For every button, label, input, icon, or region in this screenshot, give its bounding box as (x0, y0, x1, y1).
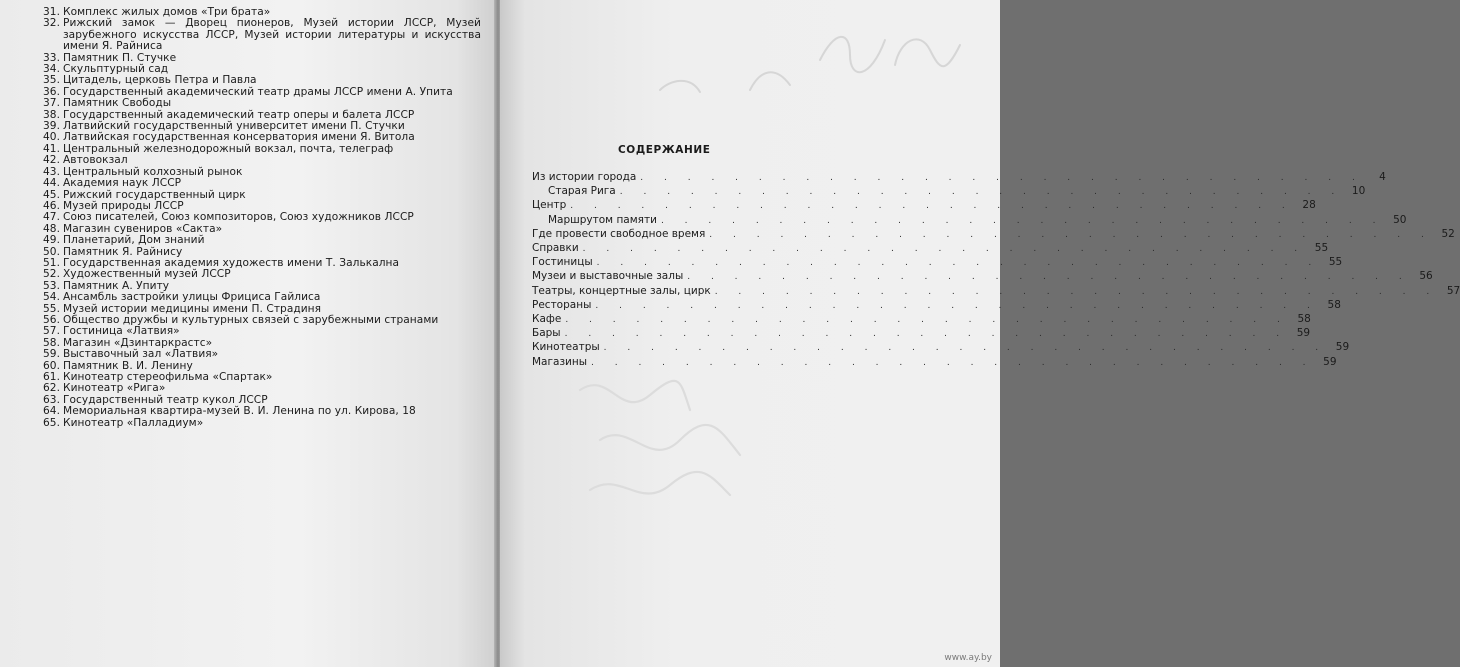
legend-number: 46. (43, 199, 60, 212)
legend-number: 59. (43, 348, 60, 361)
dot-leader: . . . . . . . . . . . . . . . . . . . . . . . . . . . . . . . (603, 343, 1328, 354)
legend-text: Центральный железнодорожный вокзал, почта, телеграф (63, 142, 394, 155)
contents-page-number: 58 (1297, 313, 1311, 326)
legend-number: 53. (43, 279, 60, 292)
contents-row (532, 227, 1455, 242)
legend-item (33, 212, 481, 223)
watermark: www.ay.by (944, 653, 992, 663)
legend-item (33, 349, 481, 360)
legend-text: Комплекс жилых домов «Три брата» (63, 6, 271, 18)
dot-leader: . . . . . . . . . . . . . . . . . . . . . . . . . . . . . . . (660, 215, 1385, 226)
legend-text: Памятник Свободы (63, 97, 172, 110)
contents-page-number: 57 (1446, 284, 1460, 297)
dot-leader: . . . . . . . . . . . . . . . . . . . . . . . . . . . . . . . (596, 258, 1321, 269)
legend-number: 31. (43, 6, 60, 18)
legend-item (33, 406, 481, 417)
legend-text: Мемориальная квартира-музей В. И. Ленина по ул. Кирова, 18 (63, 405, 416, 418)
dot-leader: . . . . . . . . . . . . . . . . . . . . . . . . . . . . . . . (582, 244, 1307, 255)
legend-text: Латвийский государственный университет имени П. Стучки (63, 120, 405, 133)
legend-text: Памятник П. Стучке (63, 51, 177, 64)
contents-label: Театры, концертные залы, цирк (532, 284, 711, 297)
contents-label: Магазины (532, 355, 588, 368)
map-legend-list (33, 7, 481, 429)
contents-row (532, 199, 1316, 213)
legend-item (33, 178, 481, 189)
contents-row (532, 341, 1350, 355)
legend-number: 52. (43, 268, 60, 281)
dot-leader: . . . . . . . . . . . . . . . . . . . . . . . . . . . . . . . (564, 329, 1289, 340)
legend-item (33, 235, 481, 246)
legend-number: 65. (43, 416, 60, 429)
legend-number: 60. (43, 359, 60, 372)
legend-item (33, 418, 481, 429)
legend-text: Центральный колхозный рынок (63, 165, 243, 178)
contents-row (532, 270, 1433, 284)
contents-row (532, 313, 1311, 327)
legend-text: Магазин сувениров «Сакта» (63, 222, 223, 235)
legend-text: Автовокзал (63, 154, 128, 167)
legend-text: Выставочный зал «Латвия» (63, 348, 219, 361)
legend-number: 62. (43, 382, 60, 395)
legend-text: Планетарий, Дом знаний (63, 234, 205, 247)
legend-text: Латвийская государственная консерватория имени Я. Витола (63, 131, 415, 144)
legend-text: Музей истории медицины имени П. Страдиня (63, 302, 322, 315)
contents-label: Где провести свободное время (532, 227, 706, 240)
legend-item (33, 98, 481, 109)
contents-page-number: 59 (1296, 327, 1311, 340)
contents-row (532, 242, 1329, 256)
contents-row (532, 185, 1366, 199)
handwriting-mark (560, 360, 800, 510)
contents-row (532, 256, 1343, 270)
dot-leader: . . . . . . . . . . . . . . . . . . . . . . . . . . . . . . . (687, 272, 1411, 283)
legend-text: Магазин «Дзинтаркрастс» (63, 336, 213, 349)
contents-row (532, 298, 1341, 313)
contents-page-number: 56 (1419, 270, 1433, 283)
legend-number: 50. (43, 245, 60, 258)
contents-page-number: 55 (1328, 256, 1343, 269)
legend-text: Художественный музей ЛССР (63, 268, 231, 281)
legend-number: 63. (43, 393, 60, 406)
legend-number: 40. (43, 131, 60, 144)
contents-page-number: 58 (1327, 298, 1341, 311)
contents-row (532, 171, 1386, 185)
legend-text: Цитадель, церковь Петра и Павла (63, 74, 257, 87)
contents-row (532, 213, 1407, 228)
legend-number: 54. (43, 291, 60, 304)
table-of-contents (532, 171, 1460, 370)
legend-number: 61. (43, 371, 60, 383)
legend-text: Кинотеатр стереофильма «Спартак» (63, 371, 273, 383)
contents-label: Кафе (532, 313, 562, 326)
legend-text: Государственная академия художеств имени Т. Залькална (63, 256, 400, 269)
dot-leader: . . . . . . . . . . . . . . . . . . . . . . . . . . . . . . . (709, 229, 1433, 240)
legend-number: 48. (43, 222, 60, 235)
legend-text: Академия наук ЛССР (63, 177, 182, 190)
legend-text: Рижский государственный цирк (63, 188, 246, 201)
contents-label: Центр (532, 199, 567, 212)
legend-text: Памятник Я. Райнису (63, 245, 183, 258)
contents-label: Из истории города (532, 171, 637, 183)
contents-label: Гостиницы (532, 256, 593, 269)
legend-number: 58. (43, 336, 60, 349)
legend-number: 35. (43, 74, 60, 87)
legend-number: 43. (43, 165, 60, 178)
legend-number: 37. (43, 97, 60, 110)
legend-number: 49. (43, 234, 60, 247)
legend-text: Общество дружбы и культурных связей с зарубежными странами (63, 313, 439, 326)
contents-label: Рестораны (532, 298, 592, 311)
legend-number: 45. (43, 188, 60, 201)
legend-text: Памятник А. Упиту (63, 279, 170, 292)
legend-text: Кинотеатр «Палладиум» (63, 416, 204, 429)
contents-page-number: 55 (1314, 242, 1329, 255)
dot-leader: . . . . . . . . . . . . . . . . . . . . . . . . . . . . . . . (565, 315, 1289, 326)
dot-leader: . . . . . . . . . . . . . . . . . . . . . . . . . . . . . . . (714, 286, 1439, 297)
legend-text: Рижский замок — Дворец пионеров, Музей истории ЛССР, Музей зарубежного искусства ЛССР, Музей истории литературы и искусства имени Я. Райниса (63, 17, 481, 53)
contents-label: Бары (532, 327, 561, 340)
legend-number: 55. (43, 302, 60, 315)
contents-label: Старая Рига (548, 185, 616, 198)
handwriting-mark (550, 20, 990, 100)
contents-row (532, 355, 1337, 370)
dot-leader: . . . . . . . . . . . . . . . . . . . . . . . . . . . . . . . (570, 201, 1294, 212)
legend-text: Кинотеатр «Рига» (63, 382, 166, 395)
contents-label: Кинотеатры (532, 341, 600, 354)
legend-number: 39. (43, 120, 60, 133)
legend-text: Союз писателей, Союз композиторов, Союз художников ЛССР (63, 211, 414, 224)
contents-title: СОДЕРЖАНИЕ (618, 144, 711, 156)
legend-number: 42. (43, 154, 60, 167)
legend-item (33, 155, 481, 166)
dot-leader: . . . . . . . . . . . . . . . . . . . . . . . . . . . . . . . (595, 300, 1319, 311)
legend-number: 47. (43, 211, 60, 224)
legend-number: 33. (43, 51, 60, 64)
contents-label: Музеи и выставочные залы (532, 270, 684, 283)
contents-page-number: 52 (1441, 227, 1455, 240)
legend-number: 41. (43, 142, 60, 155)
dot-leader: . . . . . . . . . . . . . . . . . . . . . . . . . . . . . . . (640, 173, 1364, 183)
contents-page-number: 10 (1351, 185, 1366, 198)
legend-number: 44. (43, 177, 60, 190)
legend-number: 51. (43, 256, 60, 269)
left-page (0, 0, 496, 667)
dot-leader: . . . . . . . . . . . . . . . . . . . . . . . . . . . . . . . (619, 187, 1344, 198)
legend-text: Скульптурный сад (63, 63, 169, 76)
legend-number: 64. (43, 405, 60, 418)
legend-text: Музей природы ЛССР (63, 199, 184, 212)
legend-number: 57. (43, 325, 60, 338)
contents-page-number: 4 (1379, 171, 1386, 183)
contents-page-number: 59 (1335, 341, 1350, 354)
contents-label: Маршрутом памяти (548, 213, 657, 226)
legend-number: 34. (43, 63, 60, 76)
legend-text: Государственный театр кукол ЛССР (63, 393, 268, 406)
contents-page-number: 59 (1323, 355, 1337, 368)
contents-page-number: 50 (1393, 213, 1407, 226)
legend-number: 38. (43, 108, 60, 121)
contents-row (532, 327, 1311, 341)
legend-text: Государственный академический театр драмы ЛССР имени А. Упита (63, 85, 453, 98)
dot-leader: . . . . . . . . . . . . . . . . . . . . . . . . . . . . . . . (591, 357, 1315, 368)
legend-text: Государственный академический театр оперы и балета ЛССР (63, 108, 415, 121)
legend-number: 32. (43, 17, 60, 30)
legend-item (33, 18, 481, 52)
legend-text: Памятник В. И. Ленину (63, 359, 193, 372)
contents-label: Справки (532, 242, 579, 255)
legend-item (33, 292, 481, 303)
legend-text: Гостиница «Латвия» (63, 325, 180, 338)
contents-row (532, 284, 1460, 299)
legend-number: 36. (43, 85, 60, 98)
contents-page-number: 28 (1302, 199, 1316, 212)
legend-number: 56. (43, 313, 60, 326)
legend-text: Ансамбль застройки улицы Фрициса Гайлиса (63, 291, 321, 304)
